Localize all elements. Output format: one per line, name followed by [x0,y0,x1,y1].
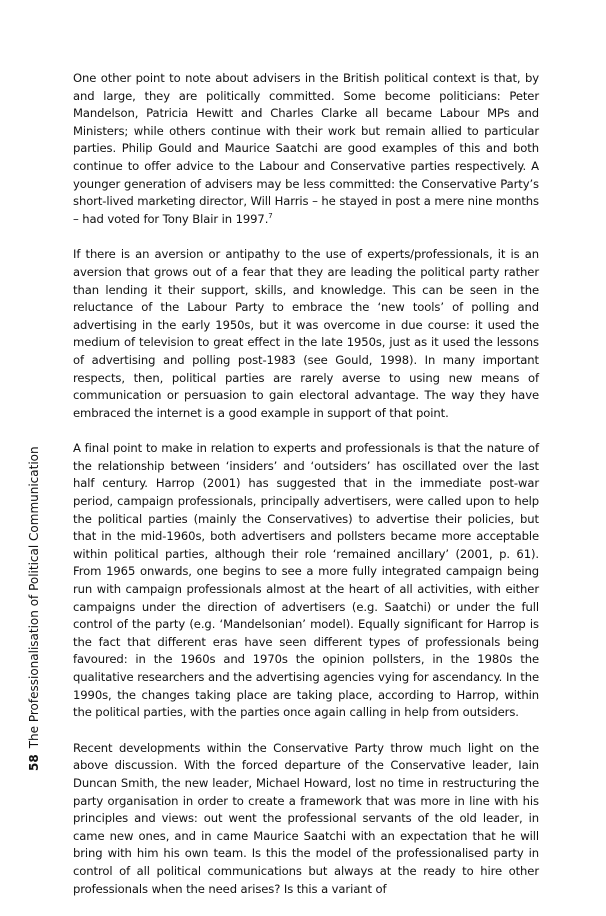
paragraph-insiders-outsiders [73,440,539,722]
paragraph-aversion [73,246,539,422]
paragraph-text: A final point to make in relation to experts and professionals is that the nature of the relationship between ‘insiders’ and ‘outsiders’ has oscillated over the last half century. Harrop (2001) has suggested that in the immediate post-war period, campaign professionals, principally advertisers, were called upon to help the political parties (mainly the Conservatives) to advertise their policies, but that in the mid-1960s, both advertisers and pollsters became more acceptable within political parties, although their role ‘remained ancillary’ (2001, p. 61). From 1965 onwards, one begins to see a more fully integrated campaign being run with campaign professionals almost at the heart of all activities, with either campaigns under the direction of advertisers (e.g. Saatchi) or under the full control of the party (e.g. ‘Mandelsonian’ model). Equally significant for Harrop is the fact that different eras have seen different types of professionals being favoured: in the 1960s and 1970s the opinion pollsters, in the 1980s the qualitative researchers and the advertising agencies vying for ascendancy. In the 1990s, the changes taking place are taking place, according to Harrop, within the political parties, with the parties once again calling in help from outsiders. [73,441,539,720]
paragraph-text: Recent developments within the Conservative Party throw much light on the above discussion. With the forced departure of the Conservative leader, Iain Duncan Smith, the new leader, Michael Howard, lost no time in restructuring the party organisation in order to create a framework that was more in line with his principles and views: out went the professional servants of the old leader, in came new ones, and in came Maurice Saatchi with an expectation that he will bring with him his own team. Is this the model of the professionalised party in control of all political communications but always at the ready to hire other professionals when the need arises? Is this a variant of [73,740,539,896]
running-head [28,446,40,771]
footnote-marker: 7 [268,211,273,220]
paragraph-text: If there is an aversion or antipathy to the use of experts/professionals, it is an aversion that grows out of a fear that they are leading the political party rather than lending it their support, skills, and knowledge. This can be seen in the reluctance of the Labour Party to embrace the ‘new tools’ of polling and advertising in the early 1950s, but it was overcome in due course: it used the medium of television to great effect in the late 1950s, just as it used the lessons of advertising and polling post-1983 (see Gould, 1998). In many important respects, then, political parties are rarely averse to using new means of communication or persuasion to gain electoral advantage. The way they have embraced the internet is a good example in support of that point. [73,247,539,420]
page-number: 58 [27,754,41,771]
book-title: The Professionalisation of Political Communication [27,446,41,749]
paragraph-advisers-committed [73,70,539,228]
paragraph-text: One other point to note about advisers in the British political context is that, by and large, they are politically committed. Some become politicians: Peter Mandelson, Patricia Hewitt and Charles Clarke all became Labour MPs and Ministers; while others continue with their work but remain allied to particular parties. Philip Gould and Maurice Saatchi are good examples of this and both continue to offer advice to the Labour and Conservative parties respectively. A younger generation of advisers may be less committed: the Conservative Party’s short-lived marketing director, Will Harris – he stayed in post a mere nine months – had voted for Tony Blair in 1997. [73,71,539,226]
paragraph-conservative-developments [73,740,539,898]
body-text [73,70,539,916]
